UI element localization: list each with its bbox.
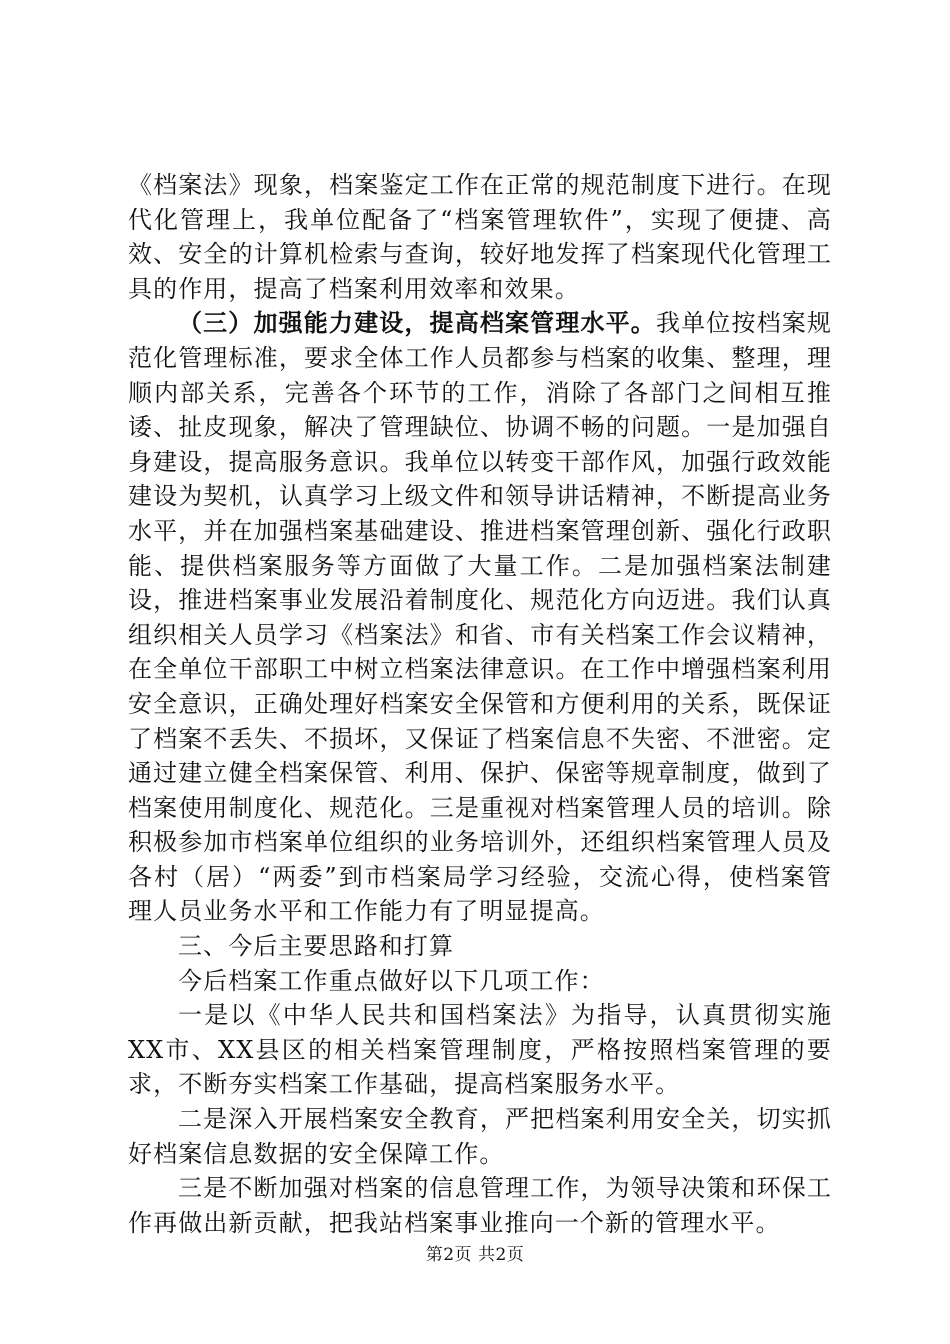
section-heading-future-plans: 三、今后主要思路和打算 bbox=[178, 932, 455, 961]
paragraph-work-focus-intro: 今后档案工作重点做好以下几项工作： bbox=[178, 966, 605, 995]
paragraph-plan-one: 一是以《中华人民共和国档案法》为指导，认真贯彻实施XX市、XX县区的相关档案管理制度，严格按照档案管理的要求，不断夯实档案工作基础，提高档案服务水平。 bbox=[128, 1001, 832, 1099]
subsection-body-capacity: 我单位按档案规范化管理标准，要求全体工作人员都参与档案的收集、整理，理顺内部关系，完善各个环节的工作，消除了各部门之间相互推诿、扯皮现象，解决了管理缺位、协调不畅的问题。一是加强自身建设，提高服务意识。我单位以转变干部作风，加强行政效能建设为契机，认真学习上级文件和领导讲话精神，不断提高业务水平，并在加强档案基础建设、推进档案管理创新、强化行政职能、提供档案服务等方面做了大量工作。二是加强档案法制建设，推进档案事业发展沿着制度化、规范化方向迈进。我们认真组织相关人员学习《档案法》和省、市有关档案工作会议精神，在全单位干部职工中树立档案法律意识。在工作中增强档案利用安全意识，正确处理好档案安全保管和方便利用的关系，既保证了档案不丢失、不损坏，又保证了档案信息不失密、不泄密。定通过建立健全档案保管、利用、保护、保密等规章制度，做到了档案使用制度化、规范化。三是重视对档案管理人员的培训。除积极参加市档案单位组织的业务培训外，还组织档案管理人员及各村（居）“两委”到市档案局学习经验，交流心得，使档案管理人员业务水平和工作能力有了明显提高。 bbox=[128, 309, 833, 926]
document-body bbox=[128, 168, 832, 1240]
paragraph-plan-three: 三是不断加强对档案的信息管理工作，为领导决策和环保工作再做出新贡献，把我站档案事业推向一个新的管理水平。 bbox=[128, 1174, 832, 1237]
paragraph-archive-law-modernization: 《档案法》现象，档案鉴定工作在正常的规范制度下进行。在现代化管理上，我单位配备了“档案管理软件”，实现了便捷、高效、安全的计算机检索与查询，较好地发挥了档案现代化管理工具的作用，提高了档案利用效率和效果。 bbox=[128, 171, 832, 303]
paragraph-capacity-building bbox=[128, 306, 832, 929]
subsection-heading-capacity: （三）加强能力建设，提高档案管理水平。 bbox=[178, 308, 656, 338]
paragraph-plan-two: 二是深入开展档案安全教育，严把档案利用安全关，切实抓好档案信息数据的安全保障工作。 bbox=[128, 1105, 832, 1168]
page-number-footer: 第2页 共2页 bbox=[425, 1245, 525, 1265]
